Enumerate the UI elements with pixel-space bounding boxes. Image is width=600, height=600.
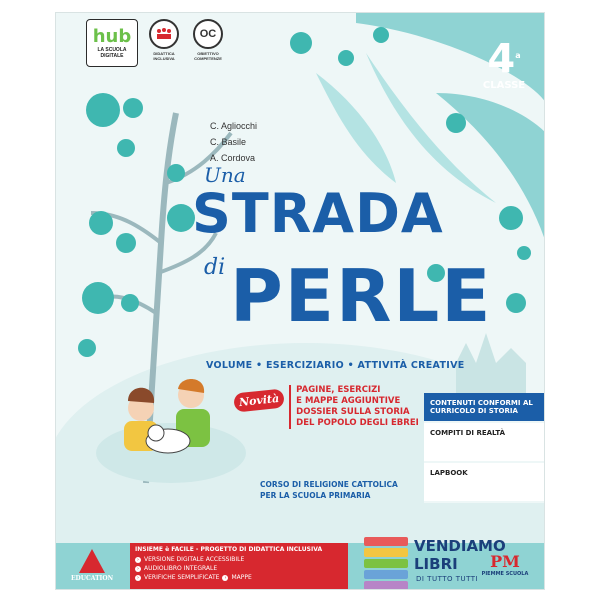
novita-text [289,385,419,429]
title-perle: PERLE [230,254,493,338]
course-line: CORSO DI RELIGIONE CATTOLICA [260,480,398,489]
bead [121,294,139,312]
piemme-name: PIEMME SCUOLA [481,571,529,577]
bead [123,98,143,118]
course-line: PER LA SCUOLA PRIMARIA [260,491,371,500]
bead [167,164,185,182]
arrow-icon: › [137,574,139,581]
competence-icon: OC [193,19,223,49]
piemme-logo [470,553,540,577]
bead [517,246,531,260]
arrow-icon: › [224,574,227,581]
insieme-heading: INSIEME è FACILE - PROGETTO DI DIDATTICA INCLUSIVA [135,546,323,553]
insieme-box [130,543,348,590]
bead [506,293,526,313]
novita-line: DOSSIER SULLA STORIA [296,407,410,417]
feature-panel [424,393,545,503]
seller-line-3: DI TUTTO TUTTI [416,575,479,583]
inclusive-logo-caption: DIDATTICA INCLUSIVA [153,51,175,61]
inclusive-logo [146,19,182,61]
novita-line: E MAPPE AGGIUNTIVE [296,396,401,406]
hub-logo-word: hub [92,26,132,47]
children-illustration [96,379,246,483]
competence-logo-caption: OBIETTIVO COMPETENZE [194,51,222,61]
arrow-icon: › [137,556,139,563]
bead [446,113,466,133]
mondadori-mark-icon [79,549,105,573]
grade-badge [474,35,534,91]
course-description [260,479,398,501]
insieme-item: › VERIFICHE SEMPLIFICATE › MAPPE [137,574,252,581]
seller-line-2: LIBRI [414,555,458,573]
bead [167,204,195,232]
bead [86,93,120,127]
novita-callout [234,385,419,429]
title-di: di [204,255,226,280]
inclusive-icon [149,19,179,49]
feature-compiti: COMPITI DI REALTÀ [424,423,545,463]
author: C. Agliocchi [210,121,258,131]
bead [116,233,136,253]
bead [373,27,389,43]
title-strada: STRADA [192,182,444,245]
hub-logo [86,19,138,67]
competence-logo [190,19,226,61]
arrow-icon: › [137,565,139,572]
grade-label: CLASSE [482,80,526,92]
bead [82,282,114,314]
bead [499,206,523,230]
books-icon [364,537,408,590]
subtitle: VOLUME • ESERCIZIARIO • ATTIVITÀ CREATIVE [206,360,465,371]
feature-curriculum: CONTENUTI CONFORMI AL CURRICOLO DI STORIA [424,393,545,423]
mondadori-name: EDUCATION [70,575,114,582]
title-una: Una [204,163,246,187]
bead [78,339,96,357]
mondadori-logo [62,549,122,582]
town-silhouette [456,333,526,393]
piemme-monogram: PM [490,552,520,571]
grade-number: 4$^a$ [487,36,521,83]
bead [338,50,354,66]
grade-superscript: a [515,51,521,60]
seller-line-1: VENDIAMO [414,537,506,555]
author: C. Basile [210,137,247,147]
insieme-item: › VERSIONE DIGITALE ACCESSIBILE [137,556,245,563]
feature-lapbook: LAPBOOK [424,463,545,503]
novita-line: PAGINE, ESERCIZI [296,385,381,395]
novita-badge: Novità [233,388,285,412]
novita-line: DEL POPOLO DEGLI EBREI [296,418,419,428]
logo-row [86,19,226,67]
book-cover [55,12,545,590]
bead [89,211,113,235]
authors [210,118,257,166]
bead [290,32,312,54]
author: A. Cordova [210,153,256,163]
hub-logo-caption: LA SCUOLA DIGITALE [97,47,127,59]
insieme-item: › AUDIOLIBRO INTEGRALE [137,565,218,572]
bead [117,139,135,157]
